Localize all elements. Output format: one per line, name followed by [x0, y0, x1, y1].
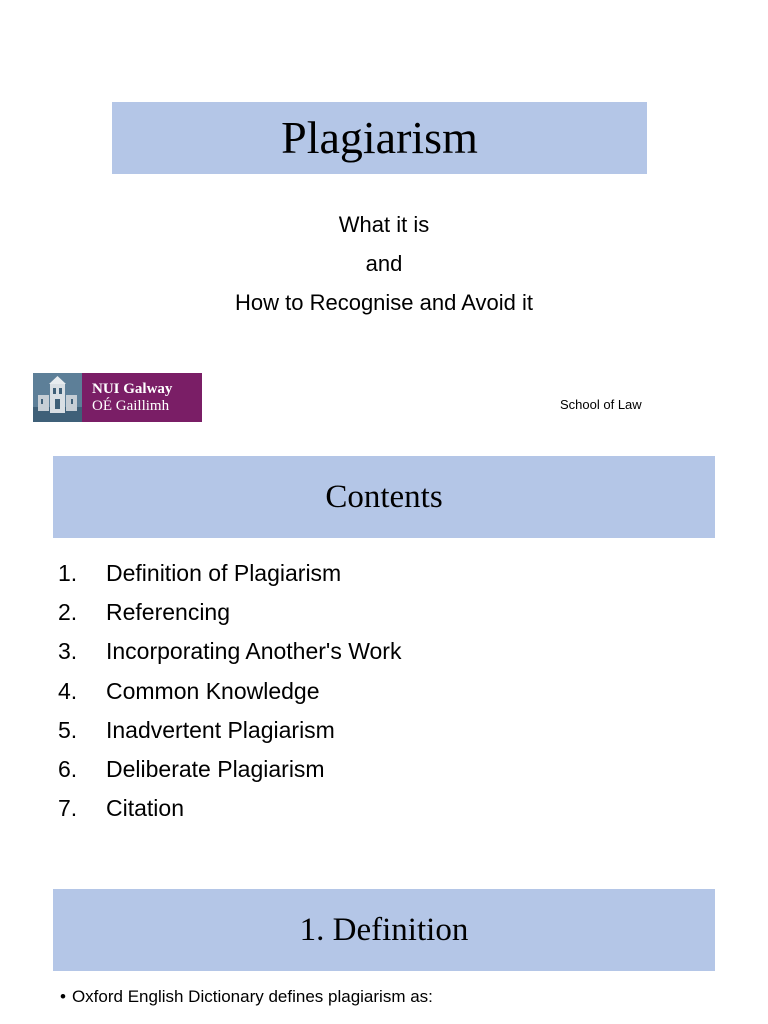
list-item-label: Incorporating Another's Work: [106, 638, 402, 665]
list-item: [58, 711, 401, 750]
logo-wordmark: [82, 373, 202, 422]
school-name: School of Law: [560, 397, 642, 412]
contents-heading: Contents: [325, 478, 443, 515]
list-item-label: Referencing: [106, 599, 231, 626]
list-item-number: 3.: [58, 638, 78, 665]
contents-list: [58, 554, 401, 828]
list-item-label: Definition of Plagiarism: [106, 560, 342, 587]
definition-heading-banner: [53, 889, 715, 971]
title-banner: [112, 102, 647, 174]
list-item-label: Common Knowledge: [106, 677, 320, 704]
list-item-number: 1.: [58, 560, 78, 587]
subtitle-line-1: What it is: [338, 212, 430, 237]
list-item-number: 4.: [58, 677, 78, 704]
definition-bullet-text: Oxford English Dictionary defines plagiarism as:: [71, 987, 433, 1006]
subtitle-line-3: How to Recognise and Avoid it: [235, 290, 533, 315]
list-item-number: 5.: [58, 716, 78, 743]
logo-line-1: NUI Galway: [92, 380, 173, 397]
list-item: [58, 672, 401, 711]
list-item: [58, 789, 401, 828]
list-item-label: Deliberate Plagiarism: [106, 756, 325, 783]
page-title: Plagiarism: [281, 112, 478, 163]
definition-heading: 1. Definition: [299, 911, 469, 948]
definition-bullet: [60, 987, 433, 1007]
list-item-number: 2.: [58, 599, 78, 626]
list-item: [58, 554, 401, 593]
nui-galway-logo: [33, 373, 202, 422]
list-item-number: 7.: [58, 795, 78, 822]
list-item-number: 6.: [58, 756, 78, 783]
list-item: [58, 750, 401, 789]
university-tower-icon: [33, 373, 82, 422]
bullet-icon: •: [60, 987, 66, 1006]
list-item: [58, 593, 401, 632]
contents-heading-banner: [53, 456, 715, 538]
list-item: [58, 632, 401, 671]
list-item-label: Citation: [106, 795, 184, 822]
logo-line-2: OÉ Gaillimh: [92, 397, 170, 414]
list-item-label: Inadvertent Plagiarism: [106, 716, 335, 743]
subtitle-line-2: and: [365, 251, 403, 276]
